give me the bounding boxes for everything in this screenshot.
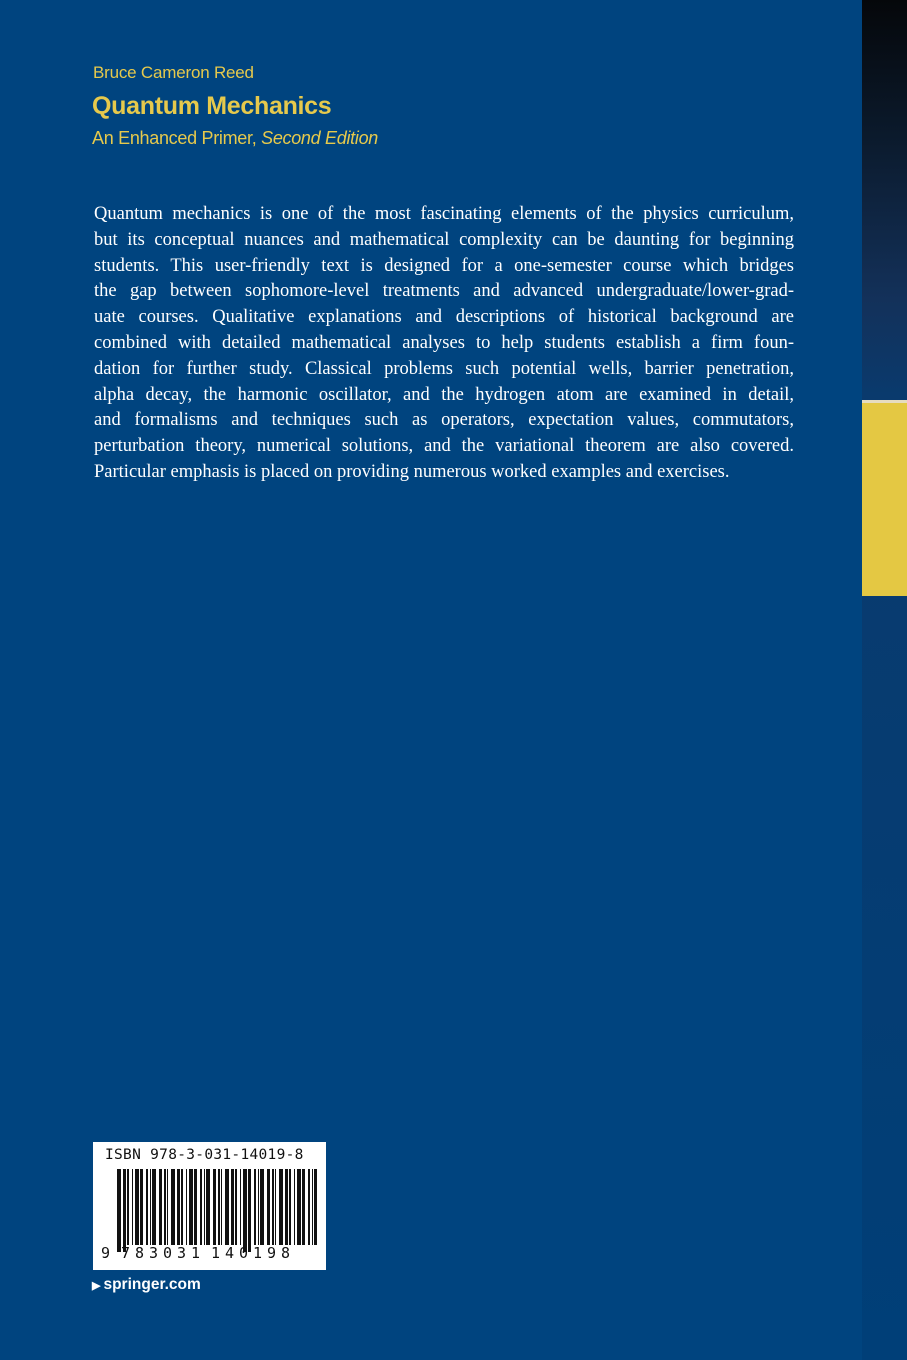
- description-line: combined with detailed mathematical analyses to help students establish a firm foun-: [94, 332, 794, 353]
- book-subtitle: [92, 128, 378, 149]
- spine-dark-strip: [862, 0, 907, 1360]
- barcode-bar: [164, 1169, 166, 1245]
- description-line: alpha decay, the harmonic oscillator, and the hydrogen atom are examined in detail,: [94, 384, 794, 405]
- barcode-bar: [177, 1169, 180, 1245]
- description-line: dation for further study. Classical problems such potential wells, barrier penetration,: [94, 358, 794, 379]
- barcode-bar: [186, 1169, 187, 1245]
- barcode-bar: [150, 1169, 151, 1245]
- author-name: Bruce Cameron Reed: [93, 63, 254, 82]
- barcode-bar: [123, 1169, 126, 1252]
- barcode-bar: [171, 1169, 175, 1245]
- barcode-digit: 1: [211, 1244, 221, 1262]
- barcode-bar: [314, 1169, 317, 1245]
- barcode-digit: 3: [177, 1244, 187, 1262]
- barcode-bar: [240, 1169, 241, 1245]
- isbn-barcode-box: [93, 1142, 326, 1270]
- barcode-digit: 1: [253, 1244, 263, 1262]
- barcode-bar: [275, 1169, 276, 1245]
- barcode-digit: 0: [163, 1244, 173, 1262]
- barcode-bar: [218, 1169, 220, 1245]
- barcode-bar: [243, 1169, 247, 1252]
- barcode-digit: 8: [281, 1244, 291, 1262]
- subtitle-text: An Enhanced Primer,: [92, 128, 257, 148]
- triangle-right-icon: ▶: [92, 1279, 101, 1292]
- barcode-bar: [267, 1169, 270, 1245]
- barcode-bar: [308, 1169, 310, 1245]
- description-line: Quantum mechanics is one of the most fascinating elements of the physics curriculum,: [94, 204, 794, 224]
- barcode-bar: [260, 1169, 264, 1245]
- barcode-bar: [279, 1169, 283, 1245]
- book-title: Quantum Mechanics: [92, 92, 332, 120]
- barcode-bar: [272, 1169, 274, 1245]
- barcode-bar: [132, 1169, 133, 1245]
- barcode-bar: [135, 1169, 139, 1245]
- barcode-bar: [140, 1169, 143, 1245]
- barcode-digit: 4: [225, 1244, 235, 1262]
- barcode-bar: [194, 1169, 197, 1245]
- barcode-bar: [213, 1169, 216, 1245]
- barcode-bar: [167, 1169, 168, 1245]
- barcode-bar: [225, 1169, 229, 1245]
- barcode-bar: [127, 1169, 129, 1245]
- barcode-bar: [181, 1169, 183, 1245]
- description-line: and formalisms and techniques such as operators, expectation values, commutators,: [94, 410, 794, 431]
- barcode-bar: [204, 1169, 205, 1245]
- barcode-digit: 3: [149, 1244, 159, 1262]
- barcode-bar: [248, 1169, 251, 1252]
- barcode-bar: [159, 1169, 162, 1245]
- description-line: but its conceptual nuances and mathematical complexity can be daunting for beginning: [94, 229, 794, 250]
- barcode-bar: [302, 1169, 305, 1245]
- barcode-bar: [221, 1169, 222, 1245]
- isbn-label: ISBN 978-3-031-14019-8: [105, 1147, 304, 1163]
- description-line: uate courses. Qualitative explanations and descriptions of historical background are: [94, 307, 794, 328]
- barcode-bar: [312, 1169, 313, 1245]
- book-description: [94, 202, 794, 486]
- barcode-icon: [117, 1169, 317, 1252]
- barcode-digit: 8: [135, 1244, 145, 1262]
- publisher-link[interactable]: [92, 1276, 201, 1294]
- barcode-bar: [285, 1169, 288, 1245]
- description-line: perturbation theory, numerical solutions, and the variational theorem are also covered.: [94, 436, 794, 457]
- description-line: the gap between sophomore-level treatments and advanced undergraduate/lower-grad-: [94, 281, 794, 302]
- barcode-bar: [294, 1169, 295, 1245]
- edition-label: Second Edition: [261, 128, 378, 148]
- publisher-url: springer.com: [103, 1276, 201, 1293]
- barcode-digit: 9: [101, 1244, 111, 1262]
- barcode-bar: [297, 1169, 301, 1245]
- barcode-bar: [152, 1169, 156, 1245]
- barcode-bar: [146, 1169, 148, 1245]
- barcode-digit: 1: [191, 1244, 201, 1262]
- barcode-bar: [189, 1169, 193, 1245]
- barcode-bar: [200, 1169, 202, 1245]
- barcode-digit: 9: [267, 1244, 277, 1262]
- barcode-digit: 7: [121, 1244, 131, 1262]
- description-line: students. This user-friendly text is designed for a one-semester course which bridges: [94, 255, 794, 276]
- description-line: Particular emphasis is placed on providing numerous worked examples and exercises.: [94, 461, 730, 482]
- barcode-bar: [117, 1169, 121, 1252]
- barcode-digit: 0: [239, 1244, 249, 1262]
- barcode-bar: [258, 1169, 259, 1245]
- barcode-bar: [206, 1169, 210, 1245]
- barcode-bar: [235, 1169, 237, 1245]
- spine-yellow-band: [862, 403, 907, 596]
- barcode-bar: [231, 1169, 234, 1245]
- barcode-bar: [254, 1169, 256, 1245]
- barcode-bar: [289, 1169, 291, 1245]
